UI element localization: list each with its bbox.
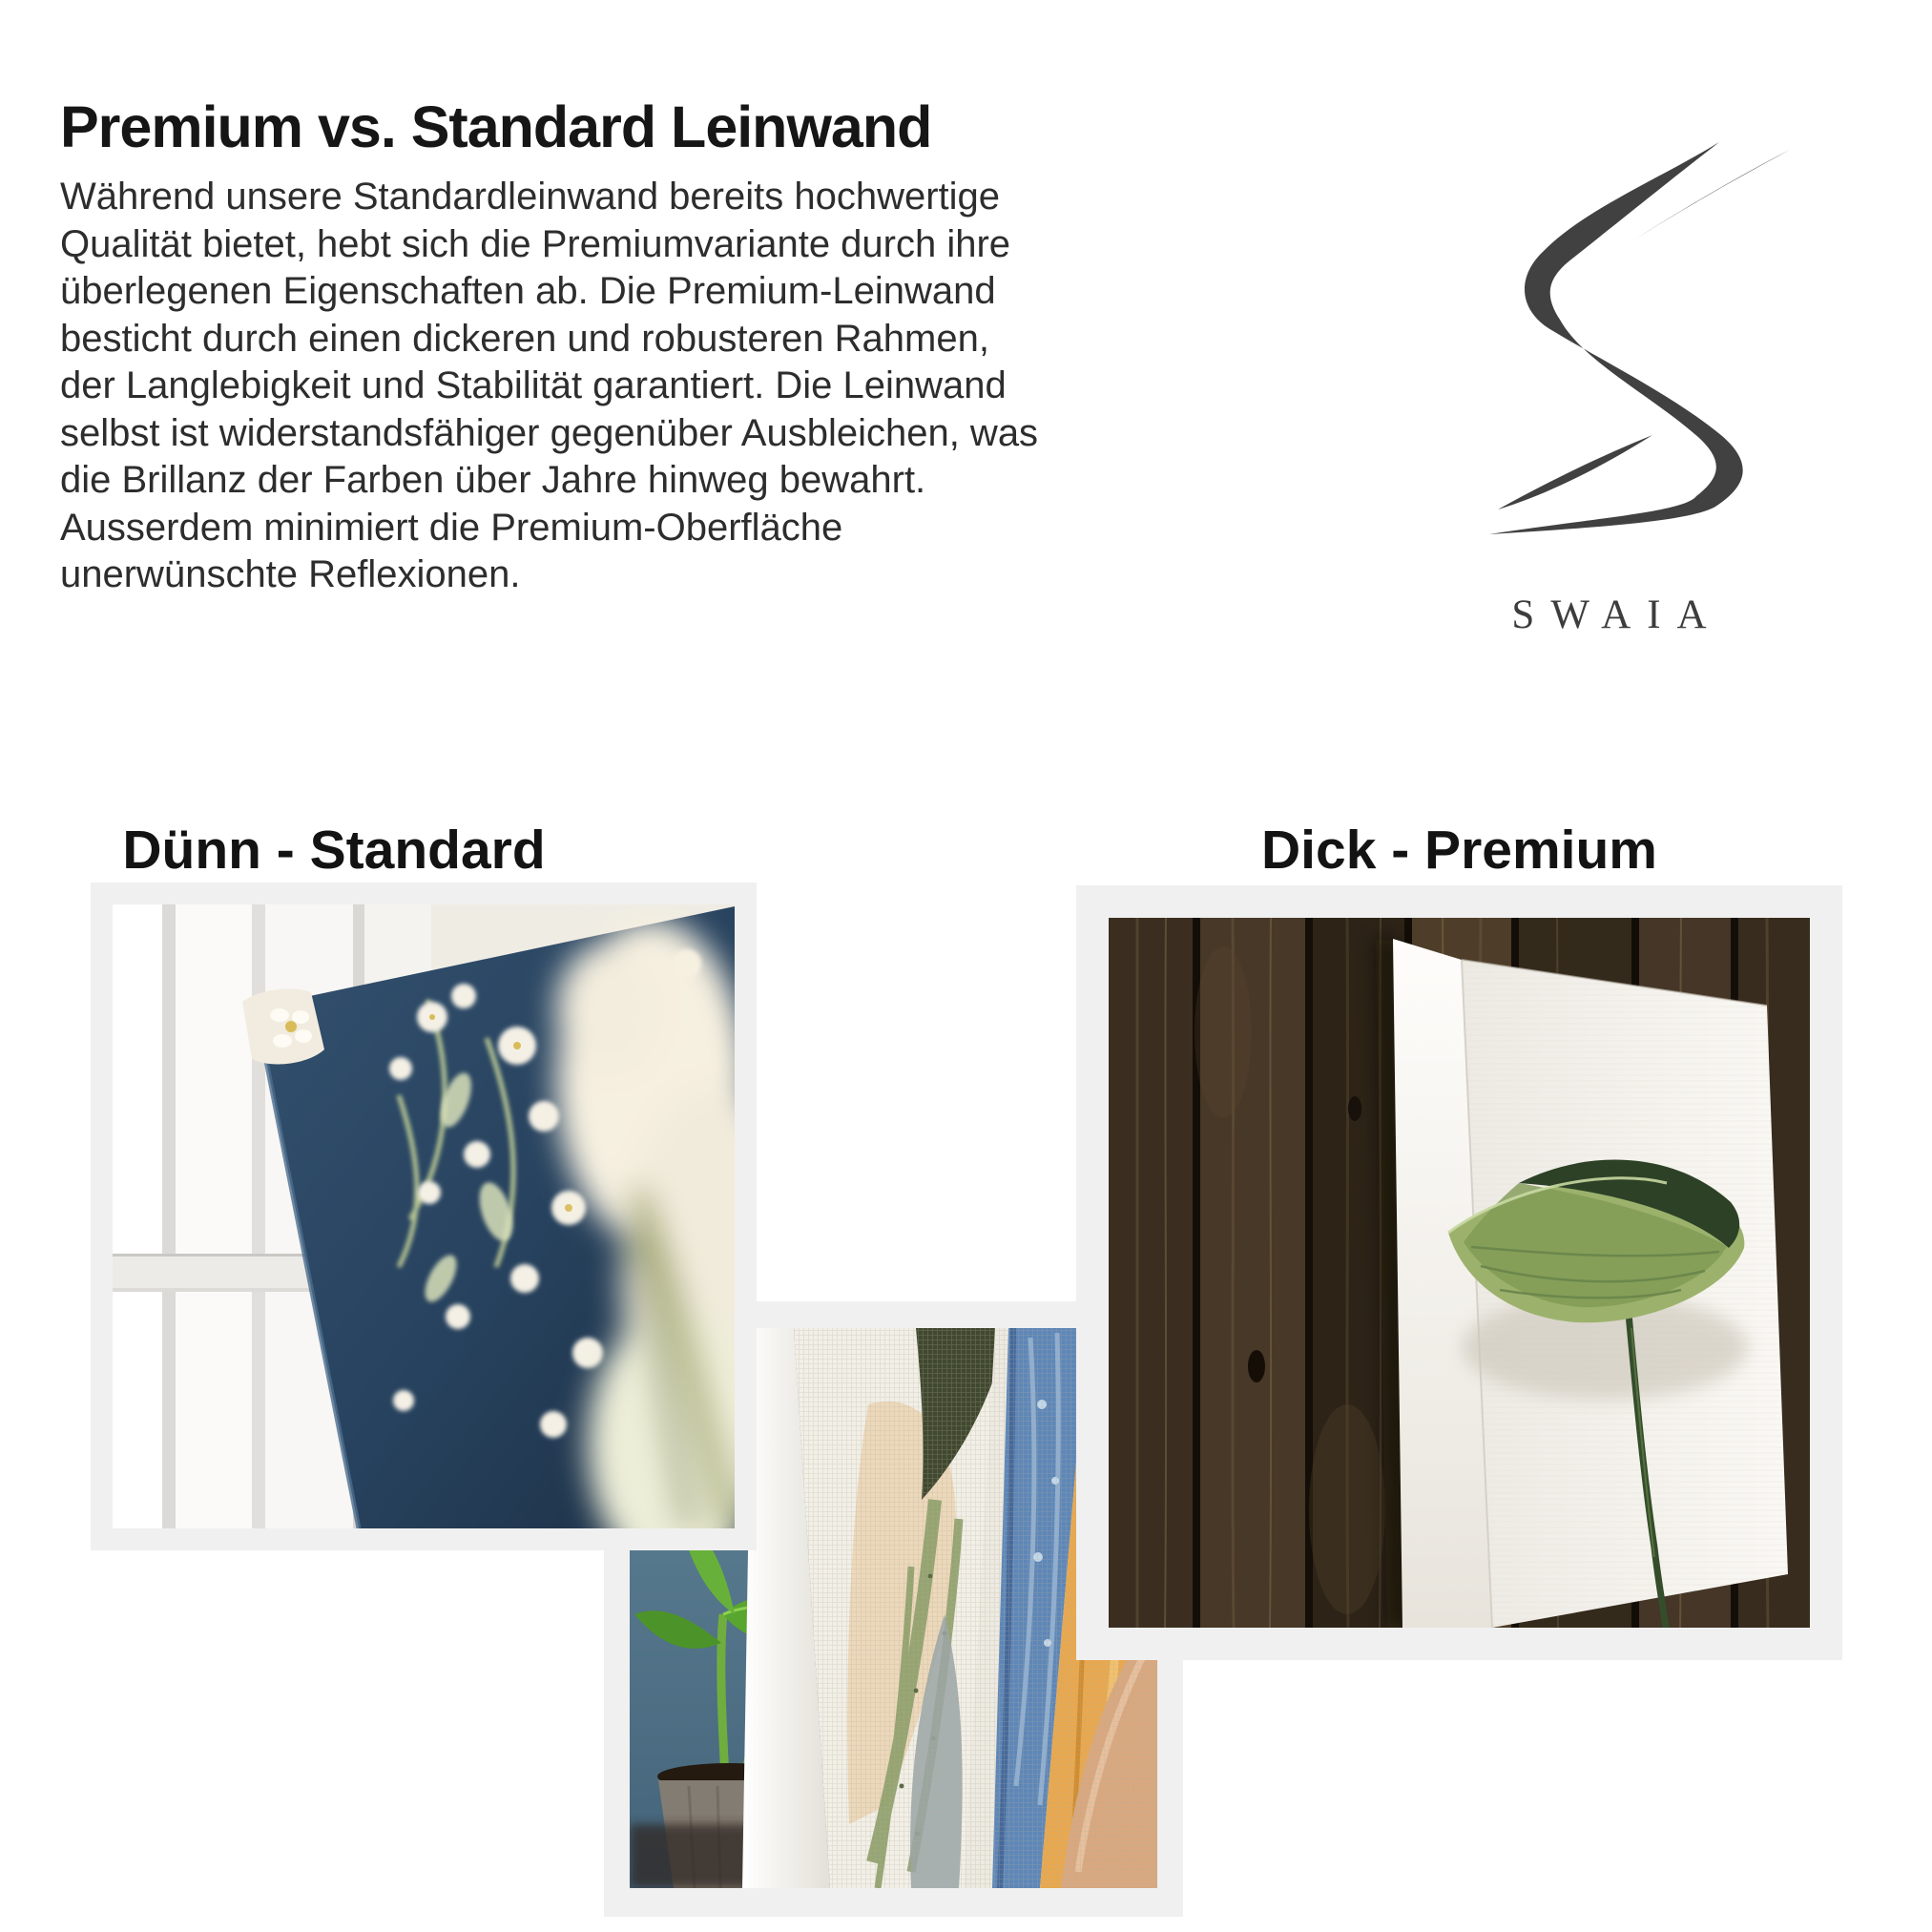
photo-standard-canvas <box>113 904 735 1528</box>
premium-column-label: Dick - Premium <box>1261 820 1657 881</box>
intro-line: selbst ist widerstandsfähiger gegenüber Ausbleichen, was <box>60 411 1039 454</box>
intro-line: unerwünschte Reflexionen. <box>60 553 521 595</box>
premium-canvas-front <box>1448 960 1788 1628</box>
intro-line: Während unsere Standardleinwand bereits hochwertige <box>60 176 1001 218</box>
intro-line: Ausserdem minimiert die Premium-Oberfläche <box>60 506 843 549</box>
photo-standard-canvas-frame <box>91 883 757 1550</box>
intro-line: die Brillanz der Farben über Jahre hinweg bewahrt. <box>60 459 926 501</box>
photo-premium-canvas <box>1109 918 1810 1628</box>
intro-line: überlegenen Eigenschaften ab. Die Premium-Leinwand <box>60 270 996 312</box>
standard-column-label: Dünn - Standard <box>122 820 546 881</box>
intro-line: der Langlebigkeit und Stabilität garantiert. Die Leinwand <box>60 364 1007 406</box>
page-title: Premium vs. Standard Leinwand <box>60 94 932 159</box>
photo-premium-canvas-frame <box>1076 885 1842 1660</box>
intro-line: besticht durch einen dickeren und robusteren Rahmen, <box>60 317 989 360</box>
swaia-logo-icon <box>1460 91 1860 587</box>
brand-wordmark: SWAIA <box>1511 592 1723 637</box>
intro-paragraph <box>60 174 1253 599</box>
swaia-s-glyph <box>1460 91 1860 587</box>
intro-line: Qualität bietet, hebt sich die Premiumvariante durch ihre <box>60 222 1011 265</box>
